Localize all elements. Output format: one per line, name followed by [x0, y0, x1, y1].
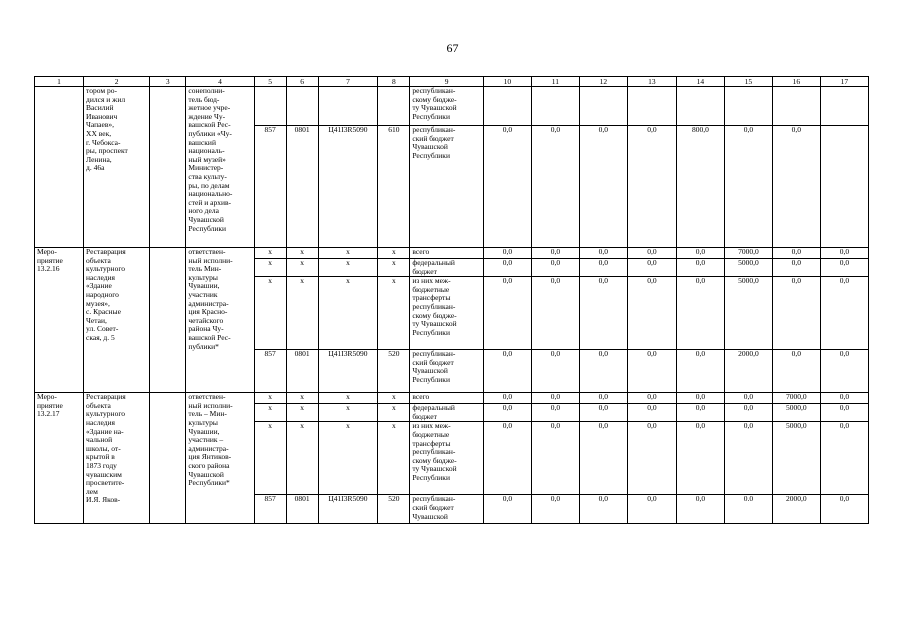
column-header-14: 14 [676, 77, 724, 87]
value-cell: 0,0 [531, 350, 579, 393]
code-cell: x [254, 248, 286, 259]
value-cell: 0,0 [531, 422, 579, 495]
value-cell: 5000,0 [772, 404, 820, 422]
value-cell: 0,0 [483, 126, 531, 248]
funding-source-cell: федеральный бюджет [410, 259, 484, 277]
code-cell: Ц41I3R5090 [318, 495, 378, 524]
value-cell [483, 87, 531, 126]
value-cell: 0,0 [676, 277, 724, 350]
code-cell: 857 [254, 126, 286, 248]
table-row [35, 393, 869, 404]
column-header-1: 1 [35, 77, 84, 87]
code-cell: Ц41I3R5090 [318, 350, 378, 393]
value-cell: 0,0 [483, 248, 531, 259]
value-cell: 0,0 [531, 259, 579, 277]
code-cell [286, 87, 318, 126]
value-cell: 0,0 [483, 393, 531, 404]
value-cell: 0,0 [724, 422, 772, 495]
column-header-17: 17 [820, 77, 868, 87]
code-cell: 857 [254, 495, 286, 524]
value-cell: 0,0 [676, 404, 724, 422]
value-cell: 0,0 [627, 277, 676, 350]
value-cell: 0,0 [627, 126, 676, 248]
value-cell: 0,0 [627, 248, 676, 259]
code-cell: 0801 [286, 350, 318, 393]
value-cell: 0,0 [579, 350, 627, 393]
value-cell: 0,0 [483, 277, 531, 350]
object-name-cell: Реставрация объекта культурного наследия «Здание народного музея», с. Красные Четаи, ул. Совет- ская, д. 5 [84, 248, 150, 393]
value-cell: 0,0 [531, 495, 579, 524]
code-cell: x [378, 393, 410, 404]
value-cell [772, 87, 820, 126]
value-cell: 0,0 [820, 248, 868, 259]
funding-source-cell: всего [410, 393, 484, 404]
executor-cell: ответствен- ный исполни- тель – Мин- культуры Чувашии, участник – администра- ция Янтиков- ского района Чувашской Республики* [186, 393, 254, 524]
funding-source-cell: республикан- ский бюджет Чувашской [410, 495, 484, 524]
code-cell: 0801 [286, 495, 318, 524]
value-cell: 2000,0 [724, 350, 772, 393]
table-row [35, 87, 869, 126]
code-cell: x [286, 393, 318, 404]
value-cell [531, 87, 579, 126]
column-header-5: 5 [254, 77, 286, 87]
value-cell: 0,0 [676, 422, 724, 495]
value-cell [627, 87, 676, 126]
value-cell: 0,0 [820, 422, 868, 495]
column-header-3: 3 [150, 77, 186, 87]
value-cell: 0,0 [531, 126, 579, 248]
code-cell: Ц41I3R5090 [318, 126, 378, 248]
value-cell: 0,0 [724, 126, 772, 248]
table-body [35, 77, 869, 524]
code-cell: 610 [378, 126, 410, 248]
object-name-cell: Реставрация объекта культурного наследия «Здание на- чальной школы, от- крытой в 1873 году чувашским просветите- лем И.Я. Яков- [84, 393, 150, 524]
executor-cell: ответствен- ный исполни- тель Мин- культуры Чувашии, участник администра- ция Красно- четайского района Чу- вашской Рес- публики* [186, 248, 254, 393]
value-cell: 7000,0 [772, 393, 820, 404]
value-cell: 0,0 [820, 277, 868, 350]
code-cell: x [318, 259, 378, 277]
value-cell: 0,0 [820, 259, 868, 277]
funding-source-cell: всего [410, 248, 484, 259]
column-header-11: 11 [531, 77, 579, 87]
code-cell: x [254, 422, 286, 495]
code-cell: 520 [378, 495, 410, 524]
value-cell: 2000,0 [772, 495, 820, 524]
code-cell: 0801 [286, 126, 318, 248]
value-cell: 0,0 [820, 350, 868, 393]
code-cell [378, 87, 410, 126]
value-cell: 0,0 [772, 350, 820, 393]
value-cell: 0,0 [820, 495, 868, 524]
column-header-6: 6 [286, 77, 318, 87]
value-cell: 0,0 [676, 248, 724, 259]
value-cell [676, 87, 724, 126]
value-cell: 0,0 [531, 393, 579, 404]
column-header-12: 12 [579, 77, 627, 87]
value-cell: 0,0 [627, 422, 676, 495]
value-cell: 0,0 [579, 422, 627, 495]
value-cell: 0,0 [676, 393, 724, 404]
code-cell: x [378, 422, 410, 495]
value-cell: 0,0 [579, 259, 627, 277]
value-cell: 0,0 [676, 259, 724, 277]
value-cell: 0,0 [483, 404, 531, 422]
value-cell: 0,0 [627, 404, 676, 422]
value-cell: 0,0 [579, 495, 627, 524]
funding-source-cell: республикан- скому бюдже- ту Чувашской Республики [410, 87, 484, 126]
value-cell: 0,0 [820, 393, 868, 404]
value-cell: 0,0 [820, 404, 868, 422]
code-cell: x [254, 404, 286, 422]
value-cell: 0,0 [724, 393, 772, 404]
code-cell: x [318, 248, 378, 259]
value-cell: 0,0 [579, 126, 627, 248]
code-cell: x [254, 393, 286, 404]
column-header-13: 13 [627, 77, 676, 87]
column-header-7: 7 [318, 77, 378, 87]
empty-cell [150, 393, 186, 524]
value-cell: 0,0 [579, 248, 627, 259]
measure-cell [35, 87, 84, 248]
budget-table [34, 76, 869, 524]
code-cell: x [378, 259, 410, 277]
code-cell: x [378, 248, 410, 259]
column-header-10: 10 [483, 77, 531, 87]
value-cell: 0,0 [627, 495, 676, 524]
funding-source-cell: федеральный бюджет [410, 404, 484, 422]
value-cell: 0.0 [724, 495, 772, 524]
code-cell: x [286, 277, 318, 350]
code-cell: x [378, 404, 410, 422]
value-cell: 0,0 [772, 126, 820, 248]
value-cell: 0,0 [724, 404, 772, 422]
value-cell: 0,0 [772, 248, 820, 259]
code-cell: x [318, 393, 378, 404]
value-cell: 5000,0 [772, 422, 820, 495]
code-cell: x [254, 259, 286, 277]
object-name-cell: тором ро- дился и жил Василий Иванович Чапаев», XX век, г. Чебокса- ры, проспект Ленина, д. 46а [84, 87, 150, 248]
column-header-16: 16 [772, 77, 820, 87]
value-cell: 800,0 [676, 126, 724, 248]
funding-source-cell: из них меж- бюджетные трансферты республикан- скому бюдже- ту Чувашской Республики [410, 277, 484, 350]
value-cell [579, 87, 627, 126]
value-cell: 0,0 [627, 350, 676, 393]
code-cell: x [318, 277, 378, 350]
column-header-9: 9 [410, 77, 484, 87]
code-cell: x [318, 404, 378, 422]
code-cell: 857 [254, 350, 286, 393]
code-cell: x [254, 277, 286, 350]
value-cell: 0,0 [483, 259, 531, 277]
value-cell [820, 126, 868, 248]
value-cell: 0,0 [579, 404, 627, 422]
code-cell: x [286, 404, 318, 422]
code-cell: x [286, 259, 318, 277]
column-header-2: 2 [84, 77, 150, 87]
column-number-row [35, 77, 869, 87]
value-cell: 0,0 [579, 277, 627, 350]
value-cell: 0,0 [627, 393, 676, 404]
empty-cell [150, 248, 186, 393]
code-cell: x [286, 422, 318, 495]
value-cell: 5000,0 [724, 259, 772, 277]
table-row [35, 248, 869, 259]
empty-cell [150, 87, 186, 248]
value-cell: 0,0 [531, 248, 579, 259]
value-cell: 0,0 [627, 259, 676, 277]
column-header-4: 4 [186, 77, 254, 87]
executor-cell: сонеполни- тель бюд- жетное учре- ждение Чу- вашской Рес- публики «Чу- вашский националь- ный музей» Министер- ства культу- ры, по делам национально- стей и архив- ного дела Чувашской Республики [186, 87, 254, 248]
funding-source-cell: республикан- ский бюджет Чувашской Республики [410, 350, 484, 393]
value-cell: 0,0 [676, 350, 724, 393]
value-cell: 0,0 [531, 277, 579, 350]
measure-cell: Меро- приятие 13.2.16 [35, 248, 84, 393]
value-cell: 5000,0 [724, 277, 772, 350]
measure-cell: Меро- приятие 13.2.17 [35, 393, 84, 524]
value-cell: 0,0 [483, 350, 531, 393]
value-cell [820, 87, 868, 126]
page-number: 67 [446, 41, 459, 55]
value-cell: 0,0 [531, 404, 579, 422]
value-cell: 0,0 [483, 422, 531, 495]
value-cell: 0,0 [772, 259, 820, 277]
code-cell [254, 87, 286, 126]
value-cell: 0,0 [579, 393, 627, 404]
value-cell: 0,0 [676, 495, 724, 524]
code-cell: x [318, 422, 378, 495]
code-cell: x [378, 277, 410, 350]
value-cell: 0,0 [483, 495, 531, 524]
value-cell: 0,0 [772, 277, 820, 350]
funding-source-cell: из них меж- бюджетные трансферты республикан- скому бюдже- ту Чувашской Республики [410, 422, 484, 495]
funding-source-cell: республикан- ский бюджет Чувашской Республики [410, 126, 484, 248]
value-cell: 7000,0 [724, 248, 772, 259]
value-cell [724, 87, 772, 126]
code-cell: 520 [378, 350, 410, 393]
code-cell [318, 87, 378, 126]
column-header-15: 15 [724, 77, 772, 87]
code-cell: x [286, 248, 318, 259]
column-header-8: 8 [378, 77, 410, 87]
